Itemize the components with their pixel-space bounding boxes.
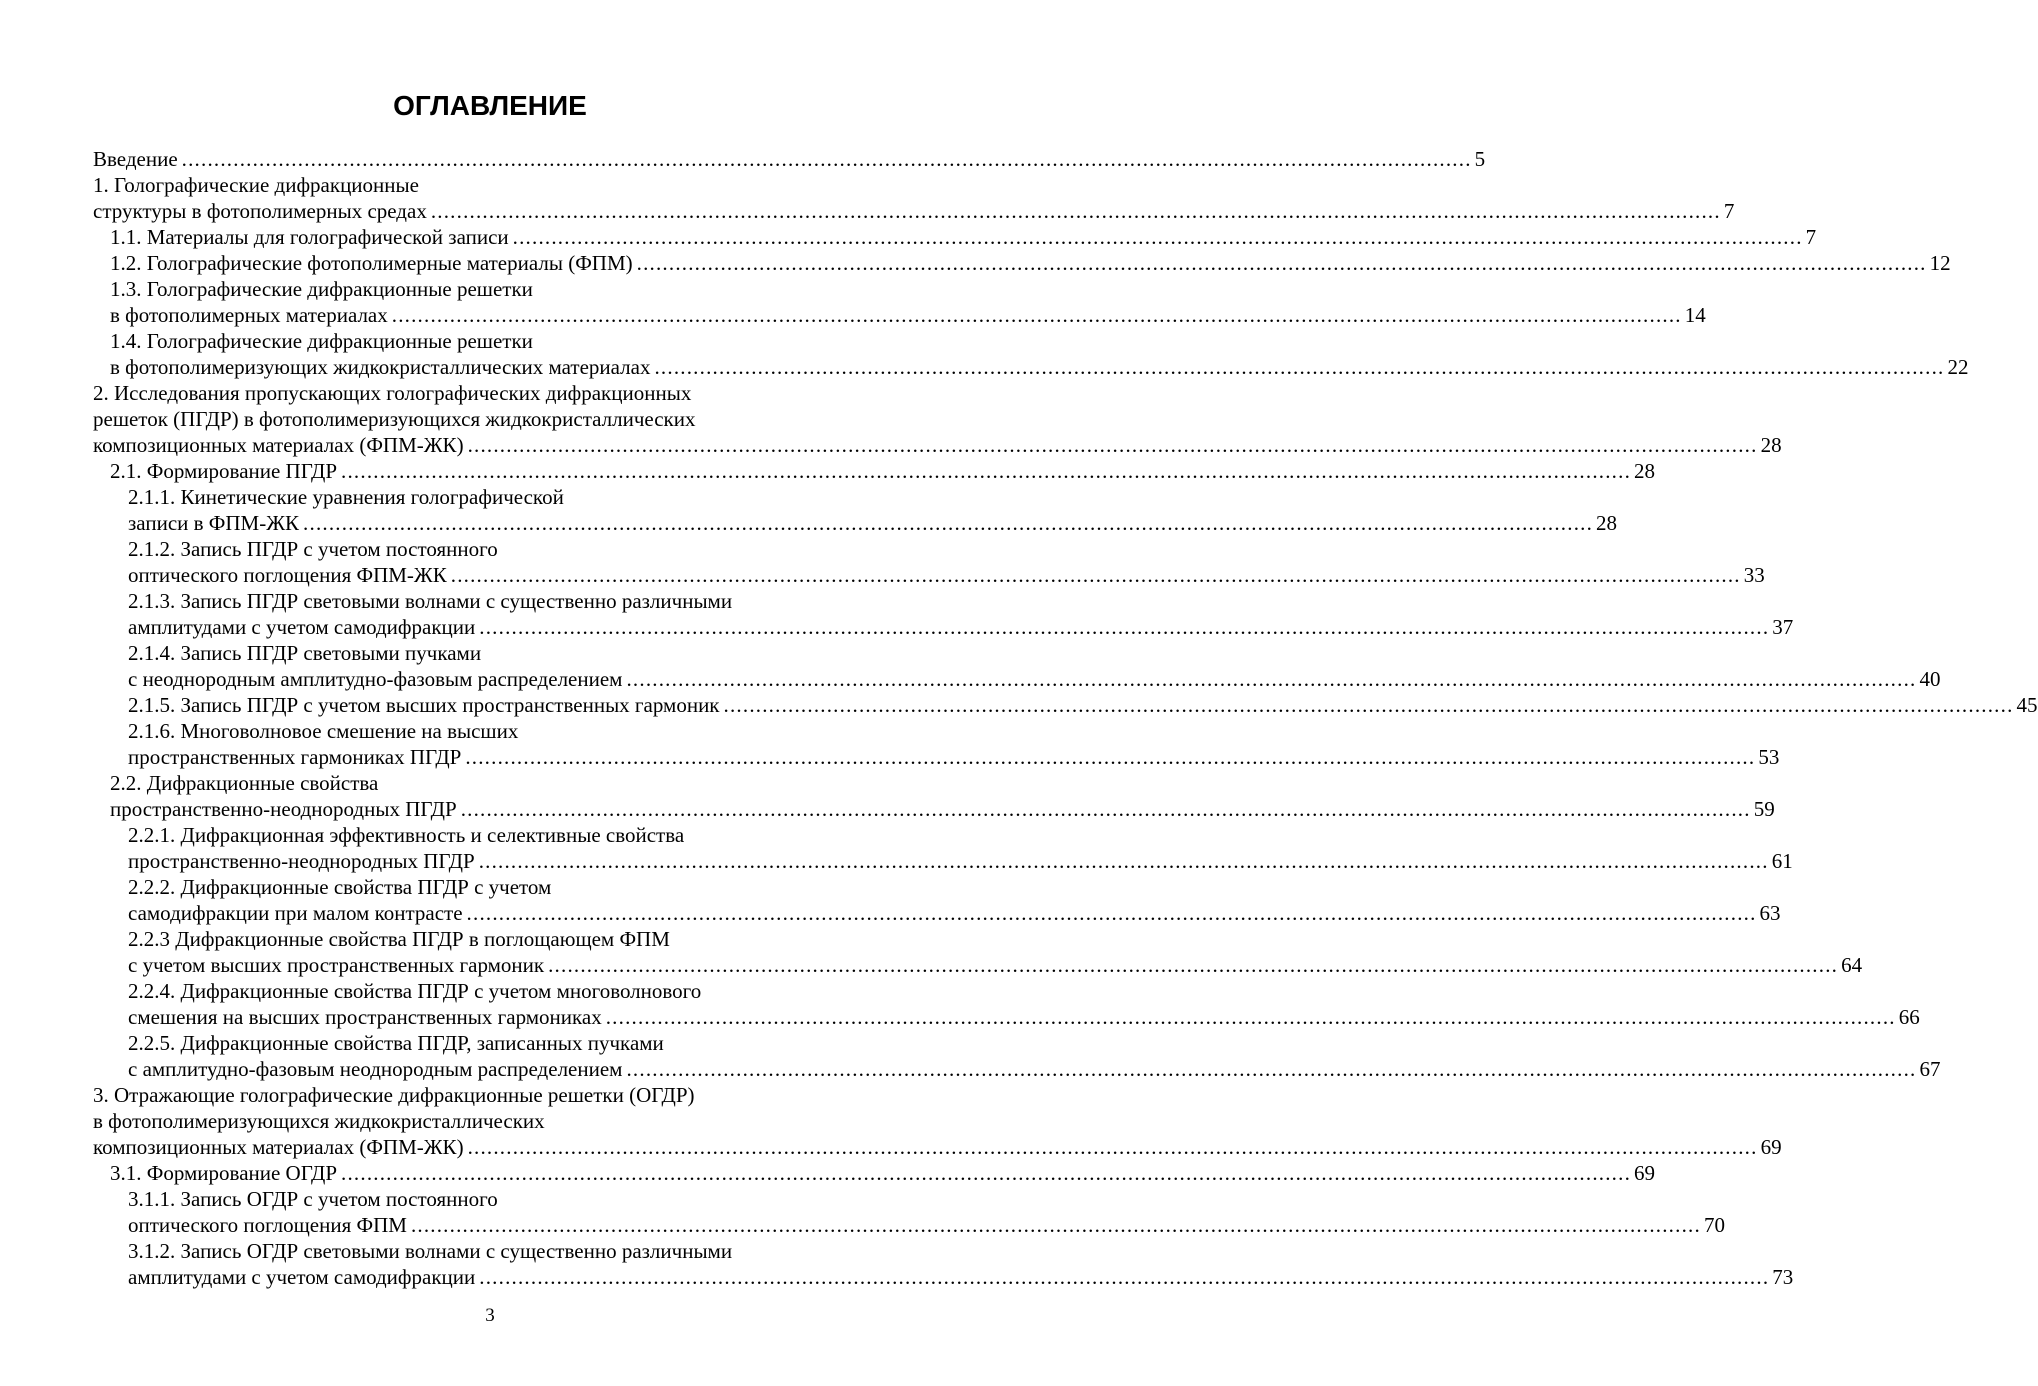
toc-entry-title: в фотополимерных материалах [110,303,388,327]
dot-leader: ........................................................................................................................................................................................................ [391,303,1682,327]
toc-entry-page: 69 [1760,1135,1782,1159]
dot-leader: ........................................................................................................................................................................................................ [303,511,1594,535]
toc-entry-title: 1.3. Голографические дифракционные решетки [110,277,533,301]
toc-entry-title: композиционных материалах (ФПМ-ЖК) [93,1135,464,1159]
toc-entry-title: 2. Исследования пропускающих голографических дифракционных [93,381,692,405]
toc-entry[interactable] [93,484,1618,536]
toc-entry-title: оптического поглощения ФПМ [128,1213,407,1237]
dot-leader: ........................................................................................................................................................................................................ [450,563,1741,587]
toc-entry-page: 63 [1759,901,1781,925]
toc-entry-title: 1.4. Голографические дифракционные решетки [110,329,533,353]
dot-leader: ........................................................................................................................................................................................................ [465,745,1756,769]
toc-entry[interactable] [93,874,1781,926]
toc-entry-title: записи в ФПМ-ЖК [128,511,300,535]
toc-entry-title: пространственных гармониках ПГДР [128,745,462,769]
toc-entry[interactable] [93,1082,1782,1160]
toc-entry-title: в фотополимеризующихся жидкокристаллических [93,1109,545,1133]
toc-entry[interactable] [93,718,1780,770]
toc-entry[interactable] [93,224,1817,250]
page-number: 3 [485,1305,495,1326]
toc-entry-title: смешения на высших пространственных гармониках [128,1005,602,1029]
toc-entry-title: структуры в фотополимерных средах [93,199,427,223]
toc-entry-page: 66 [1898,1005,1920,1029]
toc-entry-title: 2.2.1. Дифракционная эффективность и селективные свойства [128,823,685,847]
toc-entry-title: Введение [93,147,178,171]
toc-entry-title: 2.2.3 Дифракционные свойства ПГДР в поглощающем ФПМ [128,927,670,951]
toc-entry-title: в фотополимеризующих жидкокристаллических материалах [110,355,651,379]
dot-leader: ........................................................................................................................................................................................................ [636,251,1927,275]
toc-entry-title: 2.2.5. Дифракционные свойства ПГДР, записанных пучками [128,1031,664,1055]
toc-entry[interactable] [93,328,1969,380]
dot-leader: ........................................................................................................................................................................................................ [341,1161,1632,1185]
toc-entry[interactable] [93,276,1706,328]
toc-entry-page: 28 [1596,511,1618,535]
toc-entry-title: с учетом высших пространственных гармоник [128,953,545,977]
toc-entry[interactable] [93,978,1920,1030]
dot-leader: ........................................................................................................................................................................................................ [479,1265,1770,1289]
toc-entry[interactable] [93,588,1794,640]
toc-entry-title: самодифракции при малом контрасте [128,901,463,925]
toc-entry[interactable] [93,640,1941,692]
dot-leader: ........................................................................................................................................................................................................ [605,1005,1896,1029]
toc-entry-title: амплитудами с учетом самодифракции [128,1265,476,1289]
toc-entry-page: 64 [1841,953,1863,977]
toc-entry[interactable] [93,1160,1656,1186]
dot-leader: ........................................................................................................................................................................................................ [626,667,1917,691]
toc-entry[interactable] [93,458,1656,484]
toc-entry-title: амплитудами с учетом самодифракции [128,615,476,639]
toc-entry-page: 28 [1634,459,1656,483]
toc-entry-title: 1.1. Материалы для голографической записи [110,225,509,249]
toc-entry-page: 59 [1753,797,1775,821]
toc-entry-title: 2.1.6. Многоволновое смешение на высших [128,719,519,743]
toc-entry-page: 28 [1760,433,1782,457]
toc-entry[interactable] [93,822,1793,874]
toc-entry-page: 53 [1758,745,1780,769]
toc-entry-page: 33 [1743,563,1765,587]
toc-entry-title: 2.2.2. Дифракционные свойства ПГДР с учетом [128,875,552,899]
toc-entry-page: 14 [1684,303,1706,327]
toc-entry-page: 70 [1703,1213,1725,1237]
toc-entry-title: 1.2. Голографические фотополимерные материалы (ФПМ) [110,251,633,275]
toc-entry-title: 3.1. Формирование ОГДР [110,1161,338,1185]
dot-leader: ........................................................................................................................................................................................................ [181,147,1472,171]
dot-leader: ........................................................................................................................................................................................................ [467,1135,1758,1159]
dot-leader: ........................................................................................................................................................................................................ [548,953,1839,977]
toc-entry[interactable] [93,1030,1941,1082]
toc-entry-title: композиционных материалах (ФПМ-ЖК) [93,433,464,457]
toc-entry-page: 7 [1723,199,1735,223]
toc-entry-page: 5 [1474,147,1486,171]
toc-entry-title: 3.1.2. Запись ОГДР световыми волнами с существенно различными [128,1239,733,1263]
dot-leader: ........................................................................................................................................................................................................ [512,225,1803,249]
toc-entry-title: решеток (ПГДР) в фотополимеризующихся жидкокристаллических [93,407,696,431]
toc-entry-page: 37 [1772,615,1794,639]
toc-entry-title: 2.1.2. Запись ПГДР с учетом постоянного [128,537,498,561]
toc-entry[interactable] [93,1186,1725,1238]
toc-entry-page: 61 [1771,849,1793,873]
dot-leader: ........................................................................................................................................................................................................ [626,1057,1917,1081]
dot-leader: ........................................................................................................................................................................................................ [466,901,1757,925]
toc-entry-page: 12 [1929,251,1951,275]
toc-entry-title: с амплитудно-фазовым неоднородным распределением [128,1057,623,1081]
toc-entry[interactable] [93,536,1765,588]
toc-entry-title: 1. Голографические дифракционные [93,173,419,197]
dot-leader: ........................................................................................................................................................................................................ [654,355,1945,379]
toc-entry-title: 2.1.4. Запись ПГДР световыми пучками [128,641,482,665]
toc-entry-title: 2.2.4. Дифракционные свойства ПГДР с учетом многоволнового [128,979,702,1003]
toc-entry-title: 2.1.3. Запись ПГДР световыми волнами с существенно различными [128,589,733,613]
toc-entry-title: оптического поглощения ФПМ-ЖК [128,563,447,587]
dot-leader: ........................................................................................................................................................................................................ [341,459,1632,483]
toc-entry[interactable] [93,146,1486,172]
toc-entry-page: 69 [1634,1161,1656,1185]
toc-entry-title: пространственно-неоднородных ПГДР [110,797,457,821]
toc-entry-title: 2.2. Дифракционные свойства [110,771,379,795]
toc-entry[interactable] [93,692,2038,718]
toc-entry-title: 3. Отражающие голографические дифракционные решетки (ОГДР) [93,1083,695,1107]
dot-leader: ........................................................................................................................................................................................................ [467,433,1758,457]
dot-leader: ........................................................................................................................................................................................................ [479,615,1770,639]
toc-entry-title: 2.1. Формирование ПГДР [110,459,338,483]
table-of-contents [93,146,2038,1290]
toc-entry[interactable] [93,250,1951,276]
toc-entry-page: 45 [2016,693,2038,717]
toc-entry[interactable] [93,172,1735,224]
toc-entry-page: 73 [1772,1265,1794,1289]
dot-leader: ........................................................................................................................................................................................................ [410,1213,1701,1237]
toc-entry[interactable] [93,1238,1794,1290]
dot-leader: ........................................................................................................................................................................................................ [460,797,1751,821]
toc-entry-title: 2.1.5. Запись ПГДР с учетом высших пространственных гармоник [128,693,720,717]
dot-leader: ........................................................................................................................................................................................................ [430,199,1721,223]
toc-entry[interactable] [93,770,1775,822]
toc-entry-title: 3.1.1. Запись ОГДР с учетом постоянного [128,1187,498,1211]
dot-leader: ........................................................................................................................................................................................................ [478,849,1769,873]
toc-entry-title: 2.1.1. Кинетические уравнения голографической [128,485,564,509]
page-title: ОГЛАВЛЕНИЕ [393,90,587,121]
dot-leader: ........................................................................................................................................................................................................ [723,693,2014,717]
toc-entry[interactable] [93,926,1863,978]
toc-entry-page: 40 [1919,667,1941,691]
toc-entry-page: 7 [1805,225,1817,249]
toc-entry-title: пространственно-неоднородных ПГДР [128,849,475,873]
toc-entry-page: 22 [1947,355,1969,379]
toc-entry[interactable] [93,380,1782,458]
toc-entry-page: 67 [1919,1057,1941,1081]
toc-entry-title: с неоднородным амплитудно-фазовым распределением [128,667,623,691]
